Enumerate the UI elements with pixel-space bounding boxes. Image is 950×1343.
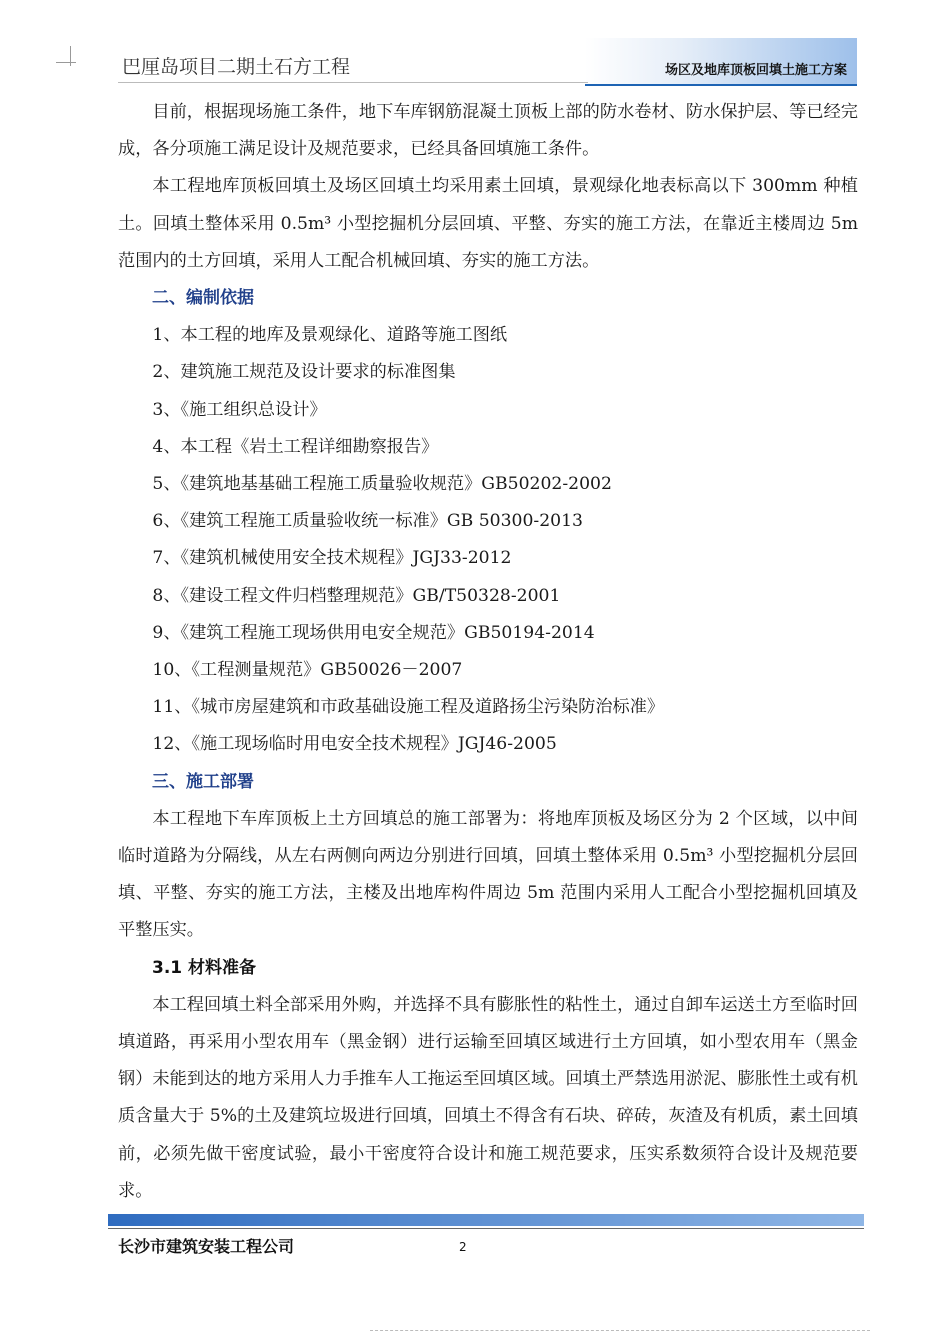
basis-list-item: 7、《建筑机械使用安全技术规程》JGJ33-2012 — [152, 548, 512, 569]
page-edge-mark — [370, 1330, 870, 1332]
basis-list-item: 10、《工程测量规范》GB50026－2007 — [152, 660, 463, 681]
header-doc-title-band — [585, 38, 857, 86]
subsection-heading-materials: 3.1 材料准备 — [152, 957, 257, 978]
footer-divider — [108, 1228, 864, 1229]
basis-list-item: 6、《建筑工程施工质量验收统一标准》GB 50300-2013 — [152, 511, 583, 532]
section-heading-basis: 二、编制依据 — [152, 288, 254, 309]
basis-list-item: 4、本工程《岩土工程详细勘察报告》 — [152, 436, 439, 457]
footer-company-name: 长沙市建筑安装工程公司 — [118, 1237, 295, 1256]
basis-list-item: 9、《建筑工程施工现场供用电安全规范》GB50194-2014 — [152, 622, 595, 643]
crop-mark — [56, 62, 76, 63]
basis-list-item: 5、《建筑地基基础工程施工质量验收规范》GB50202-2002 — [152, 474, 612, 495]
footer-bar — [108, 1214, 864, 1226]
header-doc-title: 场区及地库顶板回填土施工方案 — [664, 63, 847, 78]
intro-paragraph-2: 本工程地库顶板回填土及场区回填土均采用素土回填，景观绿化地表标高以下 300mm 种植土。回填土整体采用 0.5m³ 小型挖掘机分层回填、平整、夯实的施工方法，在靠近主楼周边 5m 范围内的土方回填，采用人工配合机械回填、夯实的施工方法。 — [118, 176, 858, 271]
crop-mark — [70, 46, 71, 66]
basis-list-item: 12、《施工现场临时用电安全技术规程》JGJ46-2005 — [152, 734, 557, 755]
intro-paragraph-1: 目前，根据现场施工条件，地下车库钢筋混凝土顶板上部的防水卷材、防水保护层、等已经完成，各分项施工满足设计及规范要求，已经具备回填施工条件。 — [118, 102, 858, 160]
basis-list-item: 8、《建设工程文件归档整理规范》GB/T50328-2001 — [152, 585, 561, 606]
header-project-title: 巴厘岛项目二期土石方工程 — [122, 56, 351, 78]
document-body — [118, 94, 858, 1210]
basis-list-item: 1、本工程的地库及景观绿化、道路等施工图纸 — [152, 325, 508, 346]
header-divider — [118, 82, 588, 83]
deployment-paragraph: 本工程地下车库顶板上土方回填总的施工部署为：将地库顶板及场区分为 2 个区域，以中间临时道路为分隔线，从左右两侧向两边分别进行回填，回填土整体采用 0.5m³ 小型挖掘机分层回填、平整、夯实的施工方法，主楼及出地库构件周边 5m 范围内采用人工配合小型挖掘机回填及平整压实。 — [118, 808, 858, 941]
basis-list-item: 3、《施工组织总设计》 — [152, 399, 327, 420]
basis-list-item: 2、建筑施工规范及设计要求的标准图集 — [152, 362, 456, 383]
basis-list-item: 11、《城市房屋建筑和市政基础设施工程及道路扬尘污染防治标准》 — [152, 697, 665, 718]
section-heading-deployment: 三、施工部署 — [152, 771, 254, 792]
page-number: 2 — [459, 1240, 467, 1254]
materials-paragraph: 本工程回填土料全部采用外购，并选择不具有膨胀性的粘性土，通过自卸车运送土方至临时回填道路，再采用小型农用车（黑金钢）进行运输至回填区域进行土方回填，如小型农用车（黑金钢）未能到达的地方采用人力手推车人工拖运至回填区域。回填土严禁选用淤泥、膨胀性土或有机质含量大于 5%的土及建筑垃圾进行回填，回填土不得含有石块、碎砖，灰渣及有机质，素土回填前，必须先做干密度试验，最小干密度符合设计和施工规范要求，压实系数须符合设计及规范要求。 — [118, 994, 858, 1201]
